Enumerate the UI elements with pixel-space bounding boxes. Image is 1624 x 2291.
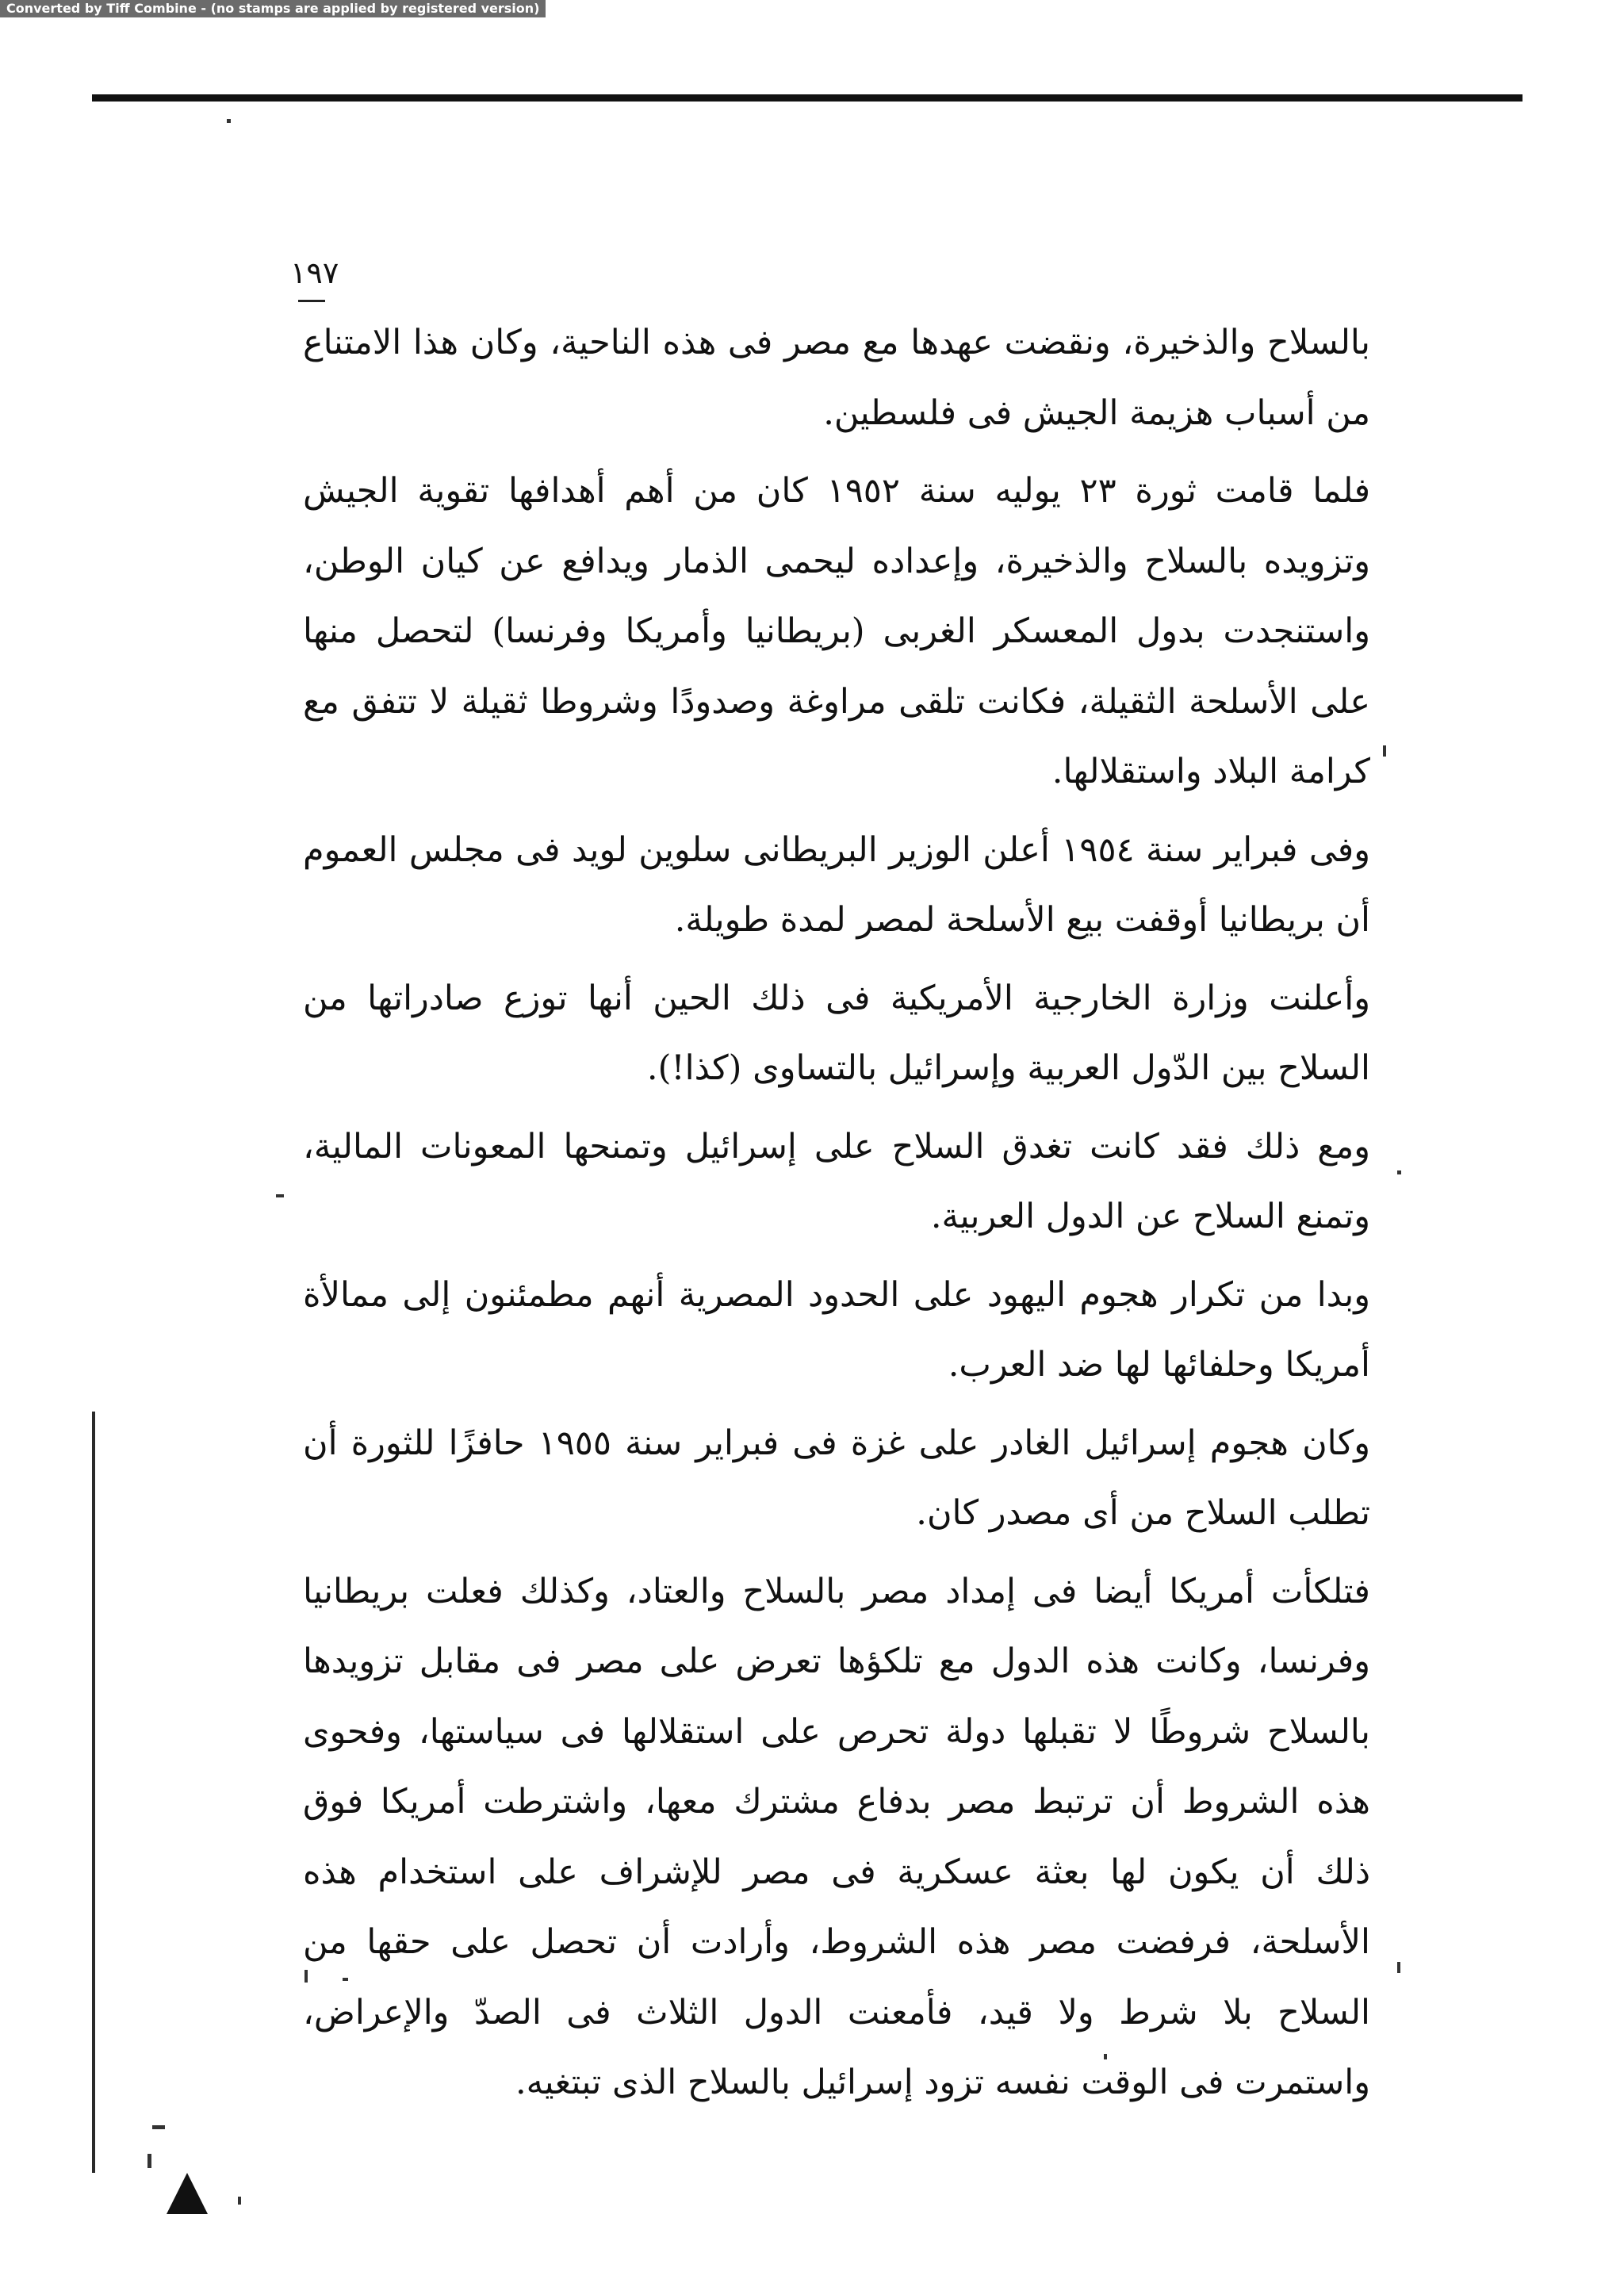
scan-corner-mark	[167, 2173, 208, 2214]
body-text	[303, 308, 1370, 2118]
paragraph-7: وكان هجوم إسرائيل الغادر على غزة فى فبراير سنة ١٩٥٥ حافزًا للثورة أن تطلب السلاح من أى مصدر كان.	[303, 1423, 1370, 1533]
scan-speck	[1397, 1170, 1401, 1174]
page-number-underline	[298, 300, 325, 302]
paragraph-5: ومع ذلك فقد كانت تغدق السلاح على إسرائيل وتمنحها المعونات المالية، وتمنع السلاح عن الدول العربية.	[303, 1126, 1370, 1236]
paragraph-1: بالسلاح والذخيرة، ونقضت عهدها مع مصر فى هذه الناحية، وكان هذا الامتناع من أسباب هزيمة الجيش فى فلسطين.	[303, 323, 1370, 433]
top-rule	[92, 94, 1522, 102]
paragraph-3: وفى فبراير سنة ١٩٥٤ أعلن الوزير البريطانى سلوين لويد فى مجلس العموم أن بريطانيا أوقفت بيع الأسلحة لمصر لمدة طويلة.	[303, 829, 1370, 940]
scan-margin-line	[92, 1412, 95, 2173]
paragraph-6: وبدا من تكرار هجوم اليهود على الحدود المصرية أنهم مطمئنون إلى ممالأة أمريكا وحلفائها لها ضد العرب.	[303, 1274, 1370, 1385]
paragraph-8: فتلكأت أمريكا أيضا فى إمداد مصر بالسلاح والعتاد، وكذلك فعلت بريطانيا وفرنسا، وكانت هذه الدول مع تلكؤها تعرض على مصر فى مقابل تزويدها بالسلاح شروطًا لا تقبلها دولة تحرص على استقلالها فى سياستها، وفحوى هذه الشروط أن ترتبط مصر بدفاع مشترك معها، واشترطت أمريكا فوق ذلك أن يكون لها بعثة عسكرية فى مصر للإشراف على استخدام هذه الأسلحة، فرفضت مصر هذه الشروط، وأرادت أن تحصل على حقها من السلاح بلا شرط ولا قيد، فأمعنت الدول الثلاث فى الصدّ والإعراض، واستمرت فى الوقت نفسه تزود إسرائيل بالسلاح الذى تبتغيه.	[303, 1571, 1370, 2102]
scan-speck	[147, 2154, 151, 2168]
page-number: ١٩٧	[290, 255, 339, 290]
scan-speck	[1383, 745, 1386, 757]
scan-speck	[343, 1978, 348, 1981]
scan-speck	[227, 119, 231, 123]
paragraph-2: فلما قامت ثورة ٢٣ يوليه سنة ١٩٥٢ كان من أهم أهدافها تقوية الجيش وتزويده بالسلاح والذخيرة، وإعداده ليحمى الذمار ويدافع عن كيان الوطن، واستنجدت بدول المعسكر الغربى (بريطانيا وأمريكا وفرنسا) لتحصل منها على الأسلحة الثقيلة، فكانت تلقى مراوغة وصدودًا وشروطا ثقيلة لا تتفق مع كرامة البلاد واستقلالها.	[303, 471, 1370, 791]
scan-speck	[1397, 1962, 1400, 1973]
scan-speck	[238, 2197, 241, 2205]
scan-speck	[1104, 2054, 1107, 2059]
conversion-banner: Converted by Tiff Combine - (no stamps are applied by registered version)	[0, 0, 546, 17]
paragraph-4: وأعلنت وزارة الخارجية الأمريكية فى ذلك الحين أنها توزع صادراتها من السلاح بين الدّول العربية وإسرائيل بالتساوى (كذا!).	[303, 978, 1370, 1088]
scan-speck	[304, 1970, 308, 1983]
scan-speck	[276, 1194, 284, 1197]
scan-speck	[152, 2125, 165, 2129]
